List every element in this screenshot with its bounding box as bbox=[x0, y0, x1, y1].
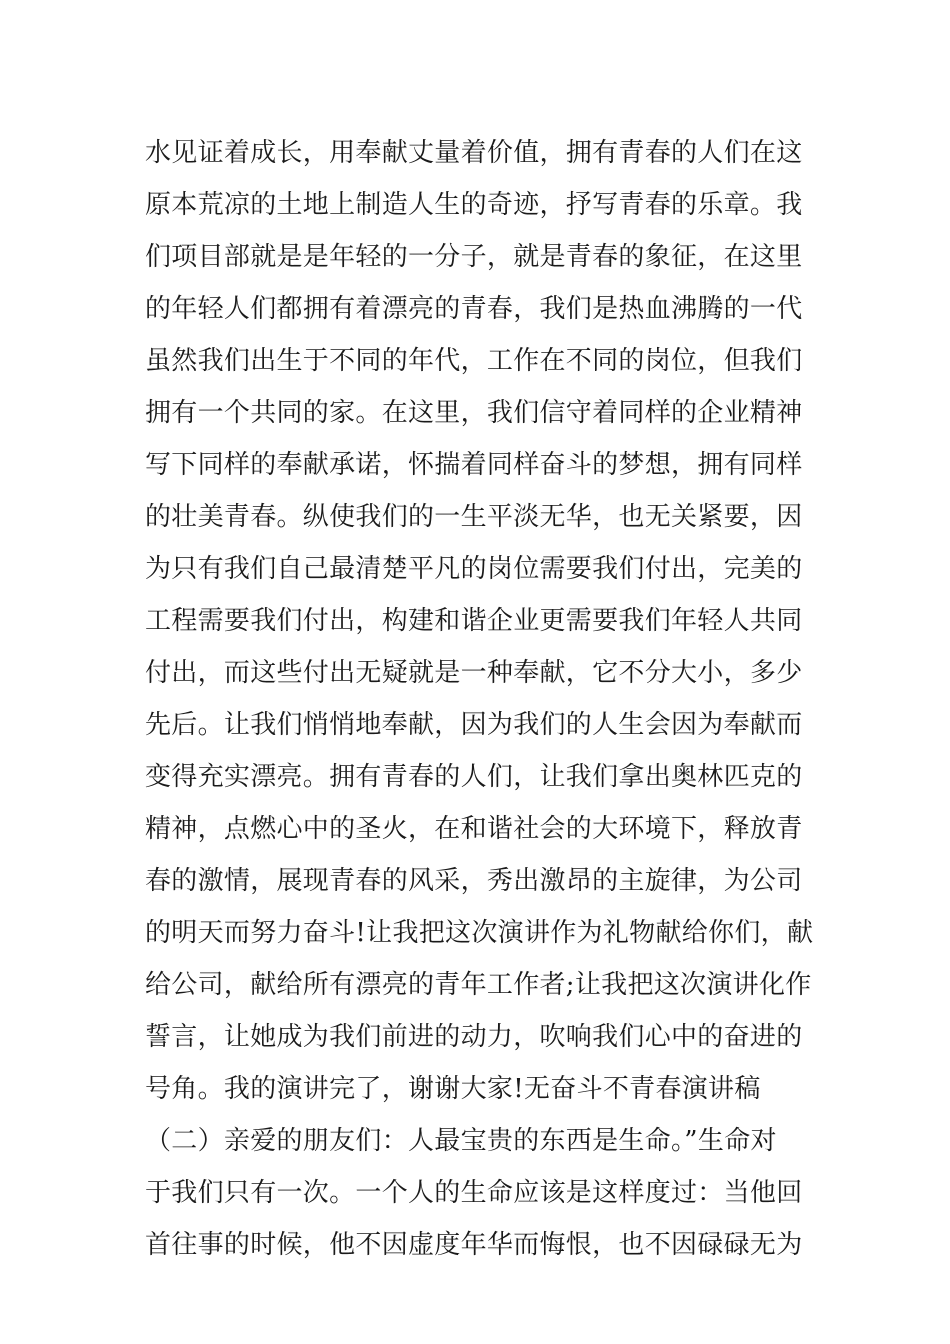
text-line: 的年轻人们都拥有着漂亮的青春，我们是热血沸腾的一代 bbox=[145, 294, 803, 324]
text-line: 誓言，让她成为我们前进的动力，吹响我们心中的奋进的 bbox=[145, 1022, 803, 1052]
text-line: 水见证着成长，用奉献丈量着价值，拥有青春的人们在这 bbox=[145, 138, 803, 168]
text-line: 为只有我们自己最清楚平凡的岗位需要我们付出，完美的 bbox=[145, 554, 803, 584]
text-line: 虽然我们出生于不同的年代，工作在不同的岗位，但我们 bbox=[145, 346, 803, 376]
text-line: 工程需要我们付出，构建和谐企业更需要我们年轻人共同 bbox=[145, 606, 803, 636]
text-line: 写下同样的奉献承诺，怀揣着同样奋斗的梦想，拥有同样 bbox=[145, 450, 803, 480]
text-line: （二）亲爱的朋友们：人最宝贵的东西是生命。”生命对 bbox=[145, 1126, 777, 1156]
text-line: 号角。我的演讲完了，谢谢大家!无奋斗不青春演讲稿 bbox=[145, 1074, 761, 1104]
text-line: 于我们只有一次。一个人的生命应该是这样度过：当他回 bbox=[145, 1178, 803, 1208]
text-line: 的明天而努力奋斗!让我把这次演讲作为礼物献给你们，献 bbox=[145, 918, 814, 948]
text-line: 春的激情，展现青春的风采，秀出激昂的主旋律，为公司 bbox=[145, 866, 803, 896]
text-line: 首往事的时候，他不因虚度年华而悔恨，也不因碌碌无为 bbox=[145, 1230, 803, 1260]
text-line: 精神，点燃心中的圣火，在和谐社会的大环境下，释放青 bbox=[145, 814, 803, 844]
text-line: 们项目部就是是年轻的一分子，就是青春的象征，在这里 bbox=[145, 242, 803, 272]
body-text bbox=[145, 127, 815, 1271]
text-line: 原本荒凉的土地上制造人生的奇迹，抒写青春的乐章。我 bbox=[145, 190, 803, 220]
text-line: 变得充实漂亮。拥有青春的人们，让我们拿出奥林匹克的 bbox=[145, 762, 803, 792]
text-line: 的壮美青春。纵使我们的一生平淡无华，也无关紧要，因 bbox=[145, 502, 803, 532]
text-line: 先后。让我们悄悄地奉献，因为我们的人生会因为奉献而 bbox=[145, 710, 803, 740]
text-line: 拥有一个共同的家。在这里，我们信守着同样的企业精神 bbox=[145, 398, 803, 428]
text-line: 付出，而这些付出无疑就是一种奉献，它不分大小，多少 bbox=[145, 658, 803, 688]
text-line: 给公司，献给所有漂亮的青年工作者;让我把这次演讲化作 bbox=[145, 970, 812, 1000]
